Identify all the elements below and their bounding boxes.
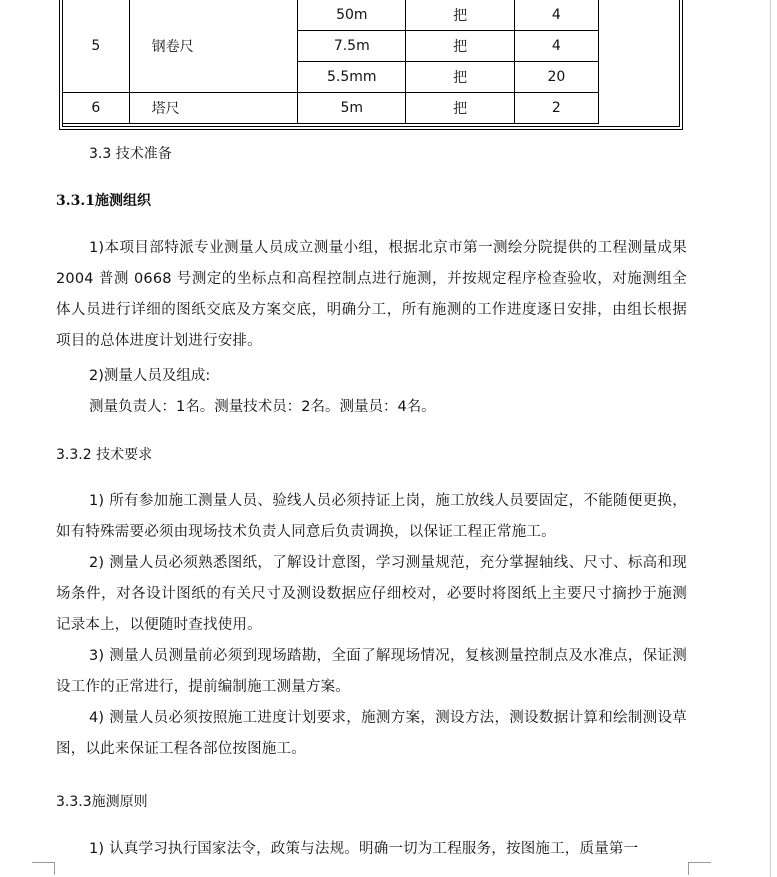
section-heading-3-3-1: 3.3.1施测组织	[56, 193, 151, 209]
instrument-qty: 4	[514, 0, 598, 31]
paragraph-requirement-1: 1) 所有参加施工测量人员、验线人员必须持证上岗，施工放线人员要固定，不能随便更换，如有特殊需要必须由现场技术负责人同意后负责调换，以保证工程正常施工。	[56, 493, 687, 540]
instrument-spec: 50m	[298, 0, 406, 31]
paragraph-organization-2: 2)测量人员及组成:	[89, 368, 211, 384]
instrument-qty: 2	[514, 93, 598, 124]
section-heading-3-3-3: 3.3.3施测原则	[56, 794, 148, 810]
instrument-spec: 5.5mm	[298, 62, 406, 93]
page-corner-mark-right	[688, 862, 711, 875]
paragraph-requirement-2: 2) 测量人员必须熟悉图纸，了解设计意图，学习测量规范，充分掌握轴线、尺寸、标高和现场条件，对各设计图纸的有关尺寸及测设数据应仔细校对，必要时将图纸上主要尺寸摘抄于施测记录本上，以便随时查找使用。	[56, 555, 687, 633]
paragraph-requirement-3: 3) 测量人员测量前必须到现场踏勘，全面了解现场情况，复核测量控制点及水准点，保证测设工作的正常进行，提前编制施工测量方案。	[56, 648, 687, 695]
paragraph-principle-1: 1) 认真学习执行国家法令，政策与法规。明确一切为工程服务，按图施工，质量第一	[89, 841, 639, 857]
paragraph-organization-3: 测量负责人：1名。测量技术员：2名。测量员：4名。	[89, 399, 436, 415]
page-corner-mark-left	[32, 862, 55, 875]
equipment-table-frame	[59, 0, 683, 130]
equipment-table	[63, 0, 599, 124]
instrument-name: 钢卷尺	[129, 0, 297, 93]
instrument-spec: 5m	[298, 93, 406, 124]
instrument-unit: 把	[406, 31, 514, 62]
table-row	[63, 93, 599, 124]
row-number: 5	[63, 0, 129, 93]
instrument-unit: 把	[406, 62, 514, 93]
instrument-unit: 把	[406, 0, 514, 31]
instrument-qty: 20	[514, 62, 598, 93]
instrument-spec: 7.5m	[298, 31, 406, 62]
instrument-qty: 4	[514, 31, 598, 62]
equipment-table-inner-frame	[62, 0, 680, 127]
instrument-unit: 把	[406, 93, 514, 124]
section-heading-3-3-2: 3.3.2 技术要求	[56, 447, 153, 463]
paragraph-organization-1: 1)本项目部特派专业测量人员成立测量小组，根据北京市第一测绘分院提供的工程测量成果 2004 普测 0668 号测定的坐标点和高程控制点进行施测，并按规定程序检查验收，对施测组全体人员进行详细的图纸交底及方案交底，明确分工，所有施测的工作进度逐日安排，由组长根据项目的总体进度计划进行安排。	[56, 240, 687, 349]
section-heading-3-3: 3.3 技术准备	[89, 146, 172, 162]
instrument-name: 塔尺	[129, 93, 297, 124]
paragraph-requirement-4: 4) 测量人员必须按照施工进度计划要求，施测方案，测设方法，测设数据计算和绘制测设草图，以此来保证工程各部位按图施工。	[56, 710, 687, 757]
row-number: 6	[63, 93, 129, 124]
table-row	[63, 0, 599, 31]
page-edge-divider	[770, 0, 771, 877]
